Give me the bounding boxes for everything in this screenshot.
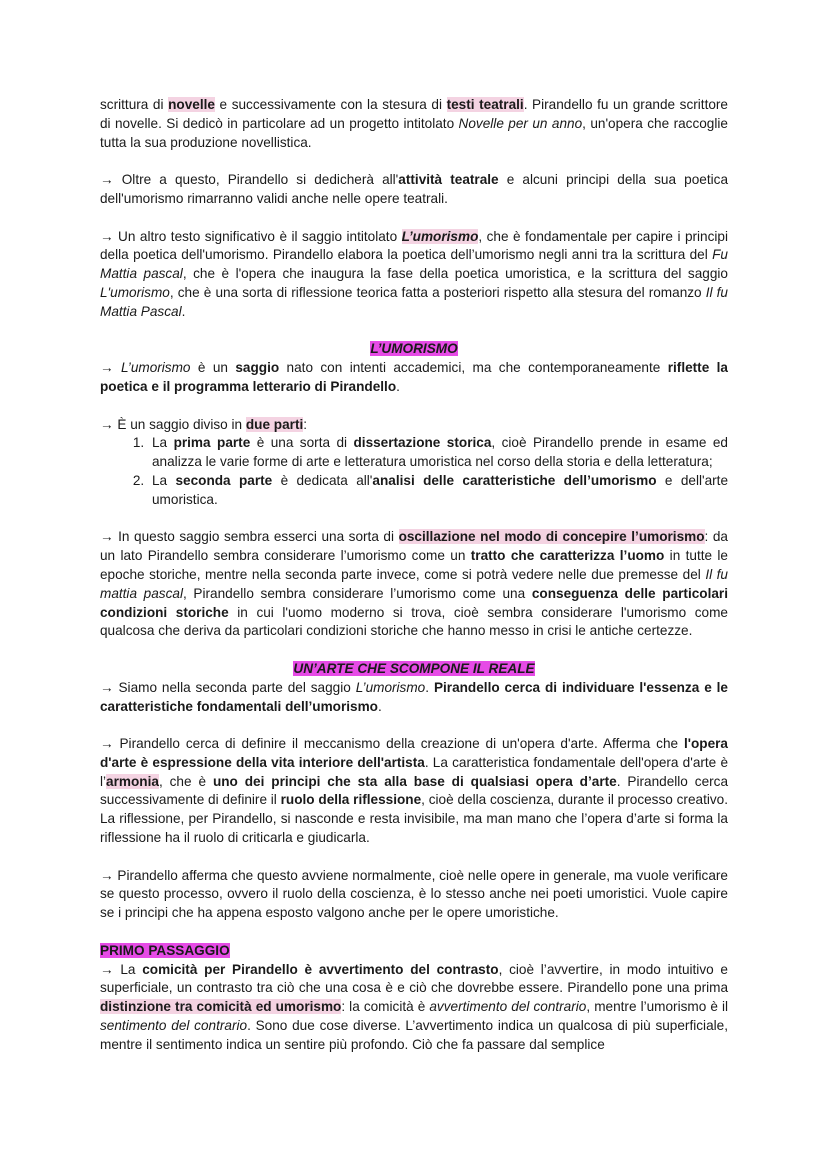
- paragraph-attivita-teatrale: → Oltre a questo, Pirandello si dedicherà all'attività teatrale e alcuni principi della sua poetica dell'umorismo rimarranno validi anche nelle opere teatrali.: [100, 172, 729, 206]
- highlight-oscillazione: oscillazione nel modo di concepire l’umorismo: [398, 529, 705, 545]
- paragraph-opera-arte: → Pirandello cerca di definire il meccanismo della creazione di un'opera d'arte. Afferma che l'opera d'arte è espressione della vita interiore dell'artista. La caratteristica fondamentale dell'opera d'arte è l’armonia, che è uno dei principi che sta alla base di qualsiasi opera d’arte. Pirandello cerca successivamente di definire il ruolo della riflessione, cioè della coscienza, durante il processo creativo. La riflessione, per Pirandello, si nasconde e resta invisibile, ma man mano che l’opera d’arte si forma la riflessione ha il ruolo di criticarla e giudicarla.: [100, 736, 729, 846]
- section-heading-arte: UN’ARTE CHE SCOMPONE IL REALE: [293, 660, 535, 676]
- parts-list: [100, 434, 728, 509]
- paragraph-saggio-accademico: → L’umorismo è un saggio nato con intenti accademici, ma che contemporaneamente riflette la poetica e il programma letterario di Pirandello.: [100, 360, 728, 394]
- highlight-novelle: novelle: [168, 97, 215, 112]
- paragraph-seconda-parte: → Siamo nella seconda parte del saggio L’umorismo. Pirandello cerca di individuare l'essenza e le caratteristiche fondamentali dell’umorismo.: [100, 679, 728, 714]
- paragraph-novelle: scrittura di novelle e successivamente con la stesura di testi teatrali. Pirandello fu un grande scrittore di novelle. Si dedicò in particolare ad un progetto intitolato Novelle per un anno, un'opera che raccoglie tutta la sua produzione novellistica.: [100, 97, 728, 150]
- paragraph-saggio-umorismo: → Un altro testo significativo è il saggio intitolato L’umorismo, che è fondamentale per capire i principi della poetica dell'umorismo. Pirandello elabora la poetica dell’umorismo negli anni tra la scrittura del Fu Mattia pascal, che è l'opera che inaugura la fase della poetica umoristica, e la scrittura del saggio L'umorismo, che è una sorta di riflessione teorica fatta a posteriori rispetto alla stesura del romanzo Il fu Mattia Pascal.: [100, 228, 729, 319]
- paragraph-comicita: → La comicità per Pirandello è avvertimento del contrasto, cioè l’avvertire, in modo intuitivo e superficiale, un contrasto tra ciò che una cosa è e ciò che dovrebbe essere. Pirandello pone una prima distinzione tra comicità ed umorismo: la comicità è avvertimento del contrario, mentre l’umorismo è il sentimento del contrario. Sono due cose diverse. L’avvertimento indica un qualcosa di più superficiale, mentre il sentimento indica un sentire più profondo. Ciò che fa passare dal semplice: [100, 961, 729, 1052]
- highlight-testi-teatrali: testi teatrali: [446, 97, 524, 112]
- paragraph-due-parti: → È un saggio diviso in due parti:: [100, 416, 308, 432]
- highlight-distinzione: distinzione tra comicità ed umorismo: [100, 999, 342, 1015]
- paragraph-poeti-umoristici: → Pirandello afferma che questo avviene normalmente, cioè nelle opere in generale, ma vuole verificare se questo processo, ovvero il ruolo della coscienza, è lo stesso anche nei poeti umoristici. Vuole capire se i principi che ha appena esposto valgono anche per le opere umoristiche.: [100, 867, 728, 921]
- section-heading-umorismo: L’UMORISMO: [370, 341, 458, 357]
- highlight-due-parti: due parti: [245, 416, 304, 432]
- list-item: 1. La prima parte è una sorta di dissertazione storica, cioè Pirandello prende in esame ed analizza le varie forme di arte e letteratura umoristica nel corso della storia e della letteratura;: [148, 434, 728, 472]
- paragraph-oscillazione: → In questo saggio sembra esserci una sorta di oscillazione nel modo di concepire l’umorismo: da un lato Pirandello sembra considerare l’umorismo come un tratto che caratterizza l’uomo in tutte le epoche storiche, mentre nella seconda parte invece, come si potrà vedere nelle due premesse del Il fu mattia pascal, Pirandello sembra considerare l’umorismo come una conseguenza delle particolari condizioni storiche in cui l'uomo moderno si trova, cioè sembra considerare l'umorismo come qualcosa che deriva da particolari condizioni storiche che hanno messo in crisi le antiche certezze.: [100, 529, 729, 639]
- section-heading-primo-passaggio: PRIMO PASSAGGIO: [100, 942, 230, 958]
- highlight-umorismo-title: L’umorismo: [401, 228, 479, 244]
- list-item: 2. La seconda parte è dedicata all'analisi delle caratteristiche dell’umorismo e dell'arte umoristica.: [148, 472, 728, 510]
- highlight-armonia: armonia: [106, 773, 159, 789]
